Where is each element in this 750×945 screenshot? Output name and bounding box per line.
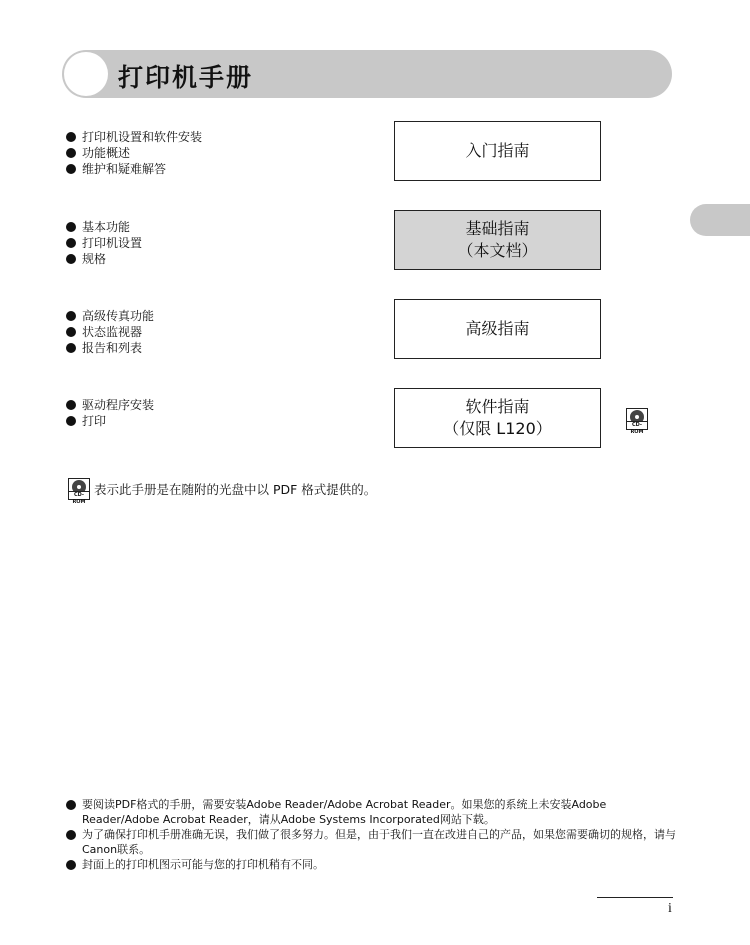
notes-list: [66, 797, 676, 872]
cd-rom-label: CD-ROM: [69, 491, 89, 499]
list-item: 功能概述: [66, 145, 202, 161]
bullet-list: [66, 397, 154, 429]
list-item: 规格: [66, 251, 142, 267]
guide-box-label: 入门指南: [465, 141, 530, 160]
side-tab: [690, 204, 750, 236]
list-item: 状态监视器: [66, 324, 154, 340]
cd-rom-legend: 表示此手册是在随附的光盘中以 PDF 格式提供的。: [94, 482, 377, 497]
list-item: 维护和疑难解答: [66, 161, 202, 177]
cd-rom-icon: [626, 408, 648, 435]
guide-box-label: 基础指南: [465, 219, 530, 238]
footer-rule: [597, 897, 673, 898]
guide-box-advanced: [394, 299, 601, 359]
guide-box-sublabel: （本文档）: [457, 241, 538, 260]
title-circle-decoration: [64, 52, 108, 96]
list-item: 要阅读PDF格式的手册，需要安装Adobe Reader/Adobe Acrobat Reader。如果您的系统上未安装Adobe Reader/Adobe Acrobat Reader，请从Adobe Systems Incorporated网站下载。: [66, 797, 676, 827]
section-getting-started: [66, 129, 202, 177]
list-item: 报告和列表: [66, 340, 154, 356]
section-basic: [66, 219, 142, 267]
guide-box-label: 高级指南: [465, 319, 530, 338]
list-item: 高级传真功能: [66, 308, 154, 324]
cd-rom-icon: [68, 478, 90, 505]
guide-box-getting-started: [394, 121, 601, 181]
list-item: 驱动程序安装: [66, 397, 154, 413]
list-item: 封面上的打印机图示可能与您的打印机稍有不同。: [66, 857, 676, 872]
list-item: 打印机设置和软件安装: [66, 129, 202, 145]
bullet-list: [66, 219, 142, 267]
guide-box-basic: [394, 210, 601, 270]
guide-box-software: [394, 388, 601, 448]
bullet-list: [66, 129, 202, 177]
page-title: 打印机手册: [118, 63, 254, 92]
list-item: 为了确保打印机手册准确无误，我们做了很多努力。但是，由于我们一直在改进自己的产品，如果您需要确切的规格，请与Canon联系。: [66, 827, 676, 857]
guide-box-label: 软件指南: [465, 397, 530, 416]
bullet-list: [66, 308, 154, 356]
list-item: 打印: [66, 413, 154, 429]
page-number: i: [668, 901, 672, 916]
guide-box-sublabel: （仅限 L120）: [443, 419, 552, 438]
list-item: 基本功能: [66, 219, 142, 235]
section-software: [66, 397, 154, 429]
section-advanced: [66, 308, 154, 356]
list-item: 打印机设置: [66, 235, 142, 251]
cd-rom-label: CD-ROM: [627, 421, 647, 429]
